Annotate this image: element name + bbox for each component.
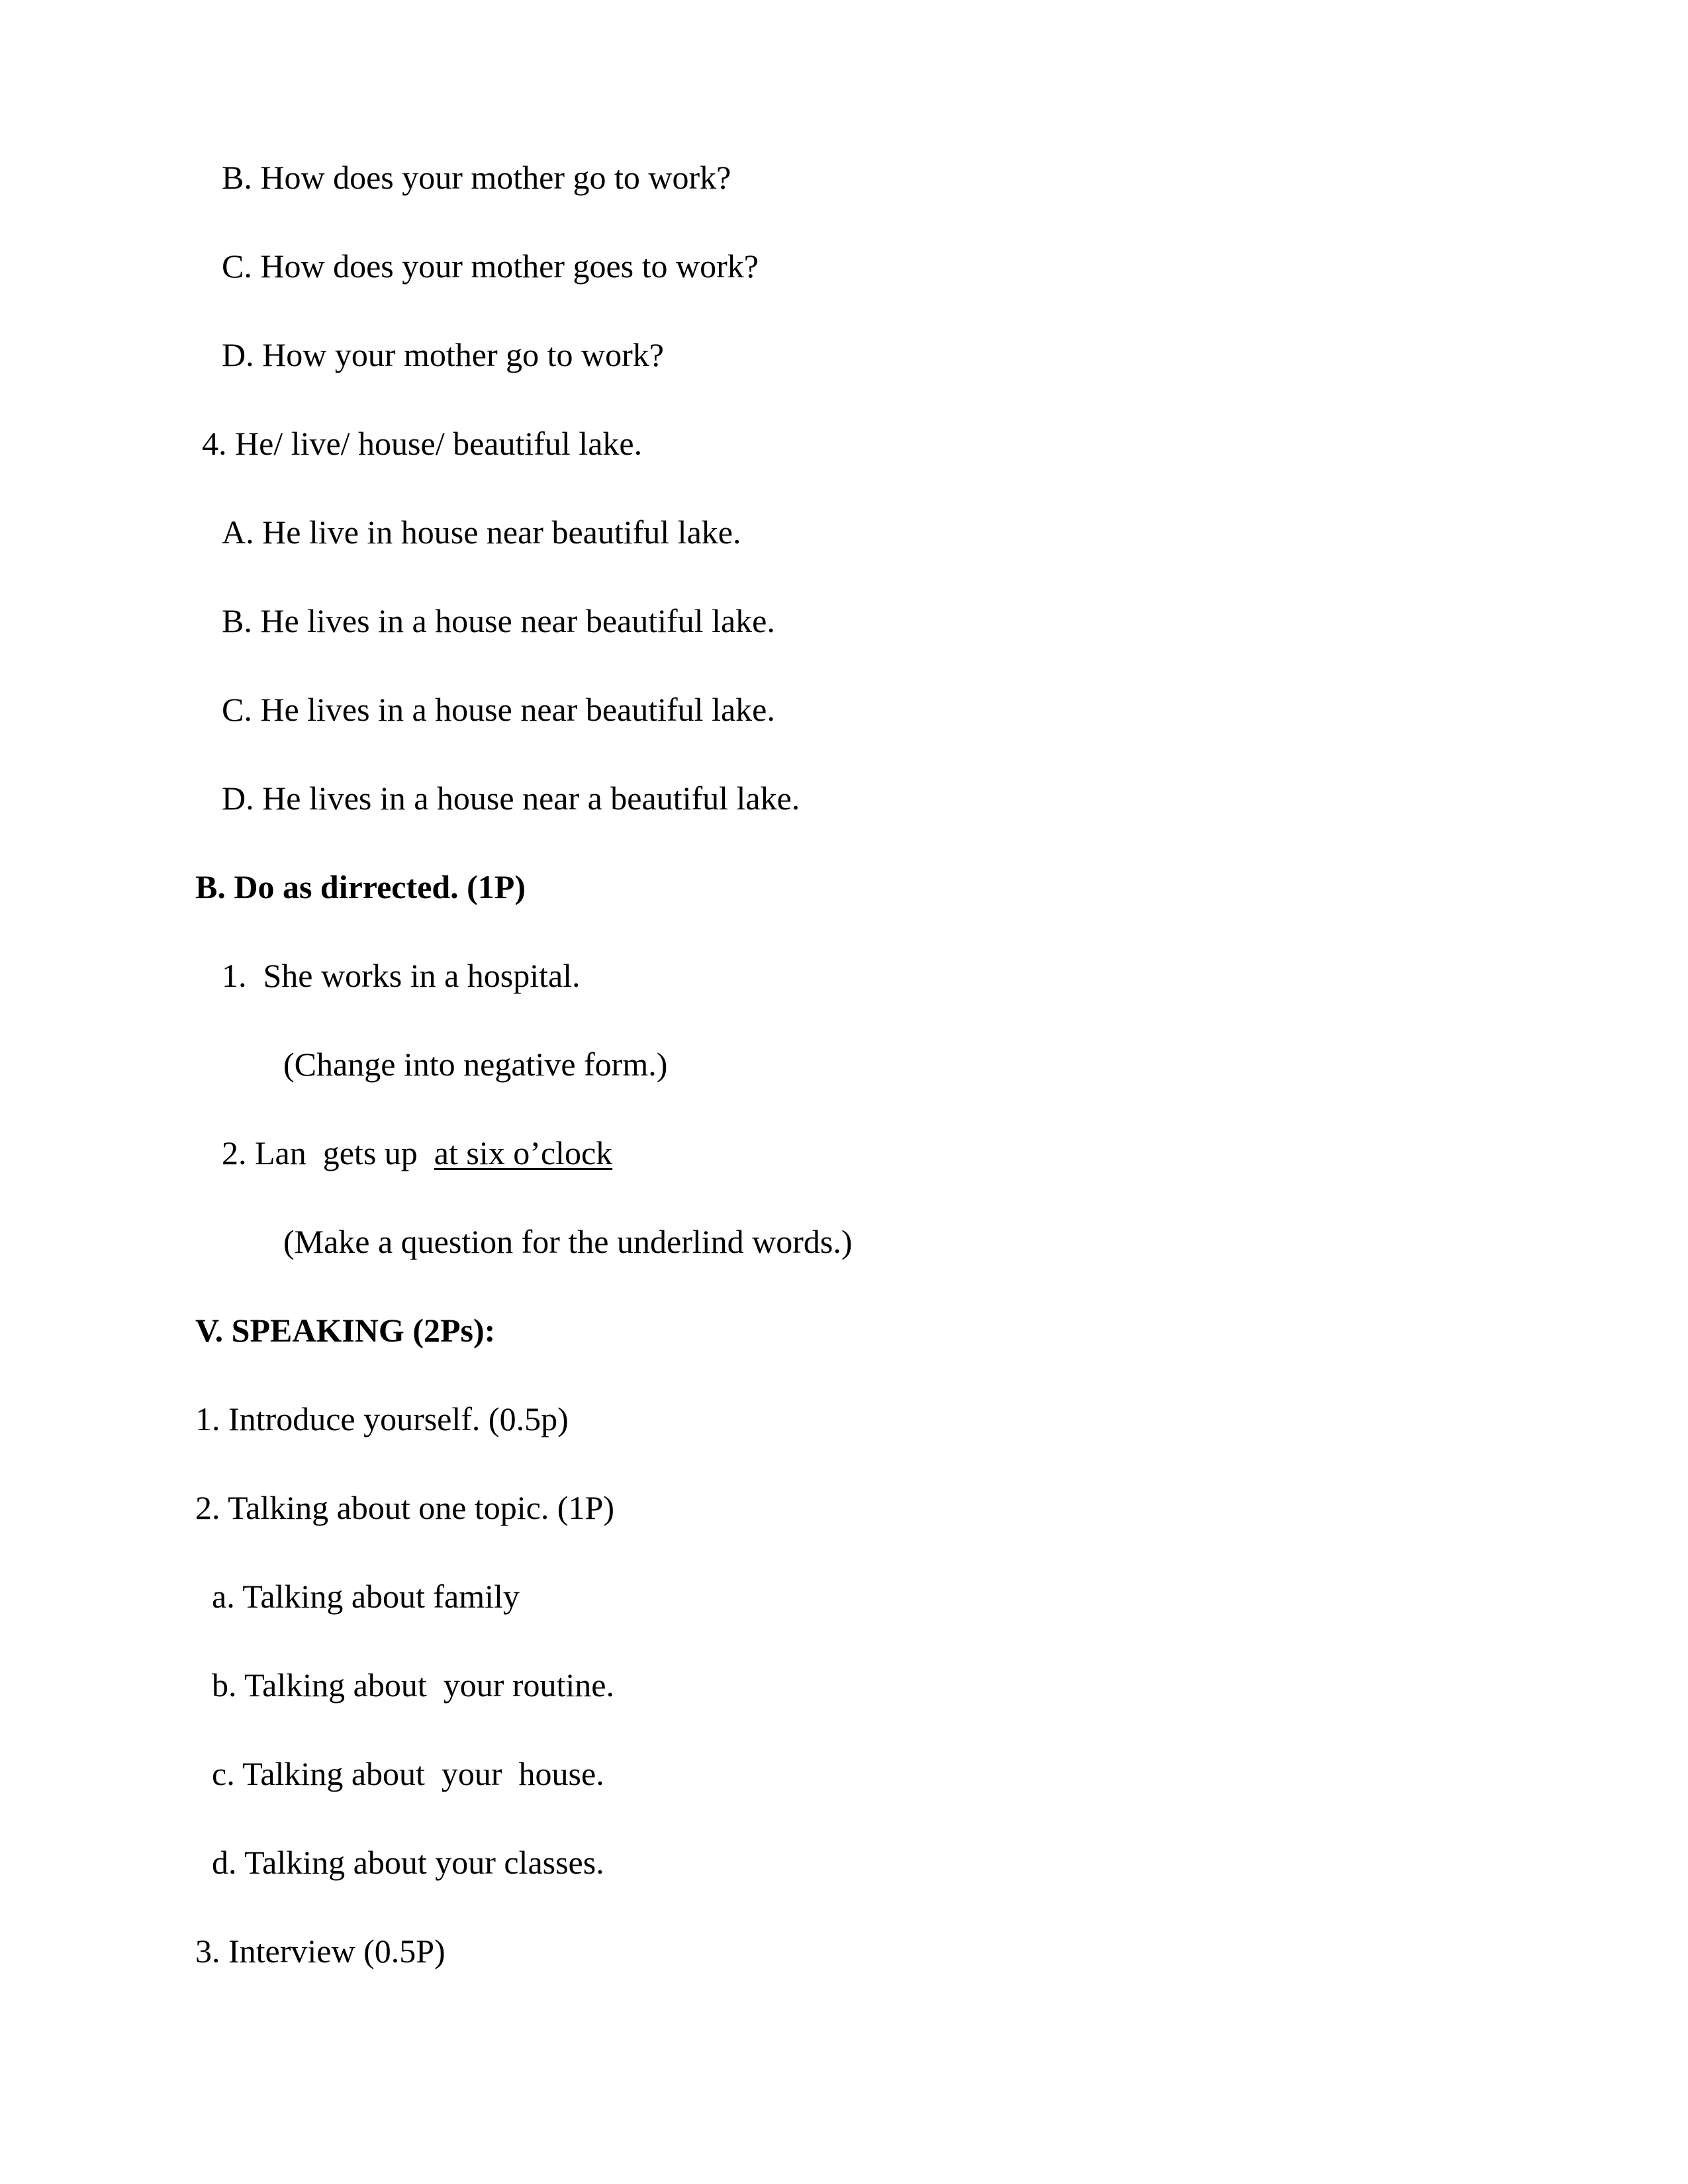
q4-option-b: B. He lives in a house near beautiful lake. (222, 602, 775, 639)
speaking-item-3: 3. Interview (0.5P) (195, 1933, 445, 1970)
q4-option-c: C. He lives in a house near beautiful lake. (222, 691, 775, 728)
q4-option-d: D. He lives in a house near a beautiful lake. (222, 780, 800, 817)
section-b-item-1-instruction: (Change into negative form.) (283, 1046, 668, 1083)
speaking-topic-c: c. Talking about your house. (212, 1755, 604, 1792)
speaking-topic-d: d. Talking about your classes. (212, 1844, 604, 1881)
section-b-item-2-underlined: at six o’clock (434, 1134, 613, 1171)
q3-option-d: D. How your mother go to work? (222, 336, 664, 373)
section-b-item-2-instruction: (Make a question for the underlind words.) (283, 1223, 853, 1260)
speaking-item-1: 1. Introduce yourself. (0.5p) (195, 1400, 569, 1437)
section-b-item-2 (222, 1133, 612, 1173)
section-b-item-1: 1. She works in a hospital. (222, 957, 581, 994)
q4-option-a: A. He live in house near beautiful lake. (222, 514, 741, 551)
speaking-topic-a: a. Talking about family (212, 1578, 520, 1615)
speaking-item-2: 2. Talking about one topic. (1P) (195, 1489, 614, 1526)
section-b-heading: B. Do as dirrected. (1P) (195, 868, 526, 905)
section-b-item-2-prefix: 2. Lan gets up (222, 1134, 434, 1171)
q4-prompt: 4. He/ live/ house/ beautiful lake. (202, 425, 643, 462)
q3-option-b: B. How does your mother go to work? (222, 159, 731, 196)
q3-option-c: C. How does your mother goes to work? (222, 248, 759, 285)
speaking-topic-b: b. Talking about your routine. (212, 1666, 614, 1704)
speaking-heading: V. SPEAKING (2Ps): (195, 1312, 496, 1349)
